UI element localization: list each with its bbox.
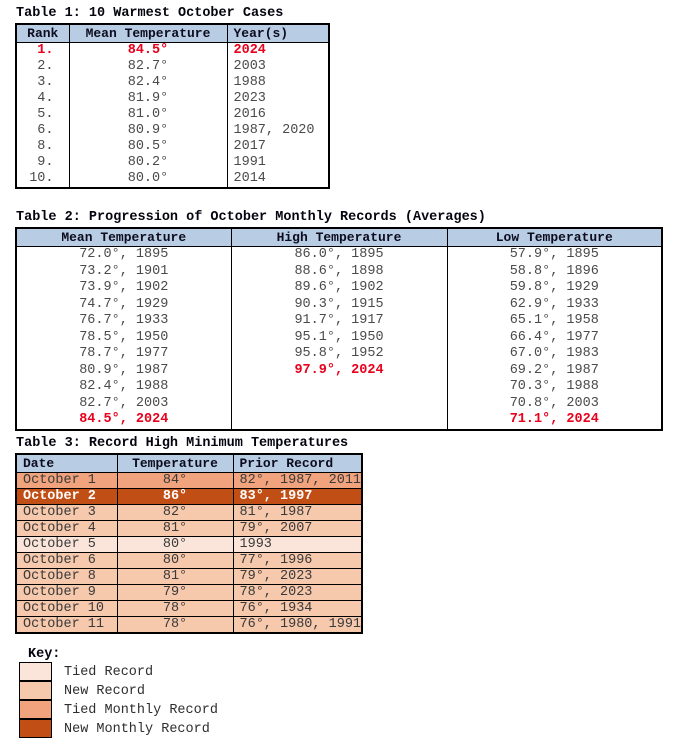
table-row (16, 91, 329, 107)
column-header: High Temperature (231, 228, 447, 247)
column-header: Low Temperature (447, 228, 662, 247)
color-key (19, 663, 674, 739)
table-row (16, 247, 662, 264)
low-temperature-cell: 71.1°, 2024 (447, 412, 662, 430)
table-row (16, 363, 662, 380)
mean-temperature-cell: 78.7°, 1977 (16, 346, 231, 363)
table-row (16, 616, 362, 633)
prior-record-cell: 81°, 1987 (233, 504, 362, 520)
table-row (16, 346, 662, 363)
table2-header (16, 228, 662, 247)
table-row (16, 568, 362, 584)
date-cell: October 8 (16, 568, 117, 584)
column-header: Date (16, 454, 117, 473)
low-temperature-cell: 65.1°, 1958 (447, 313, 662, 330)
low-temperature-cell: 57.9°, 1895 (447, 247, 662, 264)
rank-cell: 8. (16, 139, 69, 155)
key-item (19, 720, 674, 739)
years-cell: 1987, 2020 (227, 123, 329, 139)
temperature-cell: 80° (117, 536, 233, 552)
years-cell: 1988 (227, 75, 329, 91)
warmest-october-table (15, 23, 330, 189)
date-cell: October 10 (16, 600, 117, 616)
table-row (16, 504, 362, 520)
mean-temperature-cell: 82.4°, 1988 (16, 379, 231, 396)
table-row (16, 536, 362, 552)
table-row (16, 313, 662, 330)
low-temperature-cell: 67.0°, 1983 (447, 346, 662, 363)
low-temperature-cell: 70.3°, 1988 (447, 379, 662, 396)
table-row (16, 139, 329, 155)
mean-temperature-cell: 82.7° (69, 59, 227, 75)
table1-header (16, 24, 329, 43)
temperature-cell: 79° (117, 584, 233, 600)
column-header: Year(s) (227, 24, 329, 43)
date-cell: October 5 (16, 536, 117, 552)
rank-cell: 1. (16, 43, 69, 60)
prior-record-cell: 79°, 2007 (233, 520, 362, 536)
mean-temperature-cell: 82.4° (69, 75, 227, 91)
key-item-label: New Monthly Record (64, 721, 210, 737)
table-row (16, 107, 329, 123)
table-row (16, 75, 329, 91)
table-row (16, 412, 662, 430)
table-row (16, 552, 362, 568)
table-row (16, 488, 362, 504)
low-temperature-cell: 59.8°, 1929 (447, 280, 662, 297)
table-row (16, 280, 662, 297)
mean-temperature-cell: 80.9°, 1987 (16, 363, 231, 380)
date-cell: October 11 (16, 616, 117, 633)
years-cell: 2017 (227, 139, 329, 155)
column-header: Mean Temperature (16, 228, 231, 247)
years-cell: 2024 (227, 43, 329, 60)
key-title: Key: (28, 646, 61, 662)
table2-body (16, 247, 662, 430)
high-temperature-cell (231, 412, 447, 430)
high-temperature-cell: 86.0°, 1895 (231, 247, 447, 264)
key-color-swatch (19, 662, 52, 681)
high-temperature-cell: 95.8°, 1952 (231, 346, 447, 363)
mean-temperature-cell: 82.7°, 2003 (16, 396, 231, 413)
low-temperature-cell: 70.8°, 2003 (447, 396, 662, 413)
rank-cell: 4. (16, 91, 69, 107)
key-item (19, 663, 674, 682)
table-row (16, 472, 362, 488)
prior-record-cell: 77°, 1996 (233, 552, 362, 568)
column-header: Prior Record (233, 454, 362, 473)
table-row (16, 123, 329, 139)
key-color-swatch (19, 681, 52, 700)
table2-title: Table 2: Progression of October Monthly Records (Averages) (16, 210, 486, 225)
date-cell: October 6 (16, 552, 117, 568)
rank-cell: 10. (16, 171, 69, 188)
key-item-label: New Record (64, 683, 146, 699)
prior-record-cell: 83°, 1997 (233, 488, 362, 504)
years-cell: 2023 (227, 91, 329, 107)
years-cell: 2003 (227, 59, 329, 75)
mean-temperature-cell: 80.9° (69, 123, 227, 139)
column-header: Mean Temperature (69, 24, 227, 43)
temperature-cell: 78° (117, 616, 233, 633)
key-item (19, 682, 674, 701)
mean-temperature-cell: 80.0° (69, 171, 227, 188)
temperature-cell: 80° (117, 552, 233, 568)
prior-record-cell: 78°, 2023 (233, 584, 362, 600)
date-cell: October 9 (16, 584, 117, 600)
mean-temperature-cell: 72.0°, 1895 (16, 247, 231, 264)
years-cell: 2016 (227, 107, 329, 123)
low-temperature-cell: 58.8°, 1896 (447, 264, 662, 281)
table-row (16, 59, 329, 75)
table3-body (16, 472, 362, 633)
table-row (16, 297, 662, 314)
temperature-cell: 84° (117, 472, 233, 488)
temperature-cell: 78° (117, 600, 233, 616)
key-color-swatch (19, 700, 52, 719)
table-row (16, 171, 329, 188)
prior-record-cell: 82°, 1987, 2011 (233, 472, 362, 488)
high-temperature-cell (231, 396, 447, 413)
prior-record-cell: 79°, 2023 (233, 568, 362, 584)
high-temperature-cell: 90.3°, 1915 (231, 297, 447, 314)
years-cell: 1991 (227, 155, 329, 171)
header-row (16, 228, 662, 247)
mean-temperature-cell: 80.5° (69, 139, 227, 155)
rank-cell: 3. (16, 75, 69, 91)
high-temperature-cell: 89.6°, 1902 (231, 280, 447, 297)
key-item (19, 701, 674, 720)
high-temperature-cell: 97.9°, 2024 (231, 363, 447, 380)
mean-temperature-cell: 81.9° (69, 91, 227, 107)
table-row (16, 379, 662, 396)
mean-temperature-cell: 78.5°, 1950 (16, 330, 231, 347)
table-row (16, 155, 329, 171)
low-temperature-cell: 69.2°, 1987 (447, 363, 662, 380)
low-temperature-cell: 62.9°, 1933 (447, 297, 662, 314)
key-item-label: Tied Record (64, 664, 154, 680)
monthly-records-progression-table (15, 227, 663, 431)
header-row (16, 454, 362, 473)
rank-cell: 5. (16, 107, 69, 123)
table-row (16, 584, 362, 600)
mean-temperature-cell: 81.0° (69, 107, 227, 123)
mean-temperature-cell: 73.2°, 1901 (16, 264, 231, 281)
table-row (16, 520, 362, 536)
temperature-cell: 81° (117, 520, 233, 536)
rank-cell: 6. (16, 123, 69, 139)
date-cell: October 1 (16, 472, 117, 488)
table1-title: Table 1: 10 Warmest October Cases (16, 6, 284, 21)
record-high-minimum-table (15, 453, 363, 634)
high-temperature-cell: 91.7°, 1917 (231, 313, 447, 330)
high-temperature-cell (231, 379, 447, 396)
temperature-cell: 82° (117, 504, 233, 520)
date-cell: October 2 (16, 488, 117, 504)
high-temperature-cell: 88.6°, 1898 (231, 264, 447, 281)
table-row (16, 264, 662, 281)
date-cell: October 4 (16, 520, 117, 536)
prior-record-cell: 76°, 1934 (233, 600, 362, 616)
prior-record-cell: 1993 (233, 536, 362, 552)
column-header: Temperature (117, 454, 233, 473)
table-row (16, 330, 662, 347)
mean-temperature-cell: 84.5° (69, 43, 227, 60)
mean-temperature-cell: 84.5°, 2024 (16, 412, 231, 430)
header-row (16, 24, 329, 43)
table-row (16, 43, 329, 60)
key-item-label: Tied Monthly Record (64, 702, 218, 718)
table3-header (16, 454, 362, 473)
table3-title: Table 3: Record High Minimum Temperatures (16, 435, 349, 451)
rank-cell: 9. (16, 155, 69, 171)
key-color-swatch (19, 719, 52, 738)
low-temperature-cell: 66.4°, 1977 (447, 330, 662, 347)
column-header: Rank (16, 24, 69, 43)
prior-record-cell: 76°, 1980, 1991 (233, 616, 362, 633)
years-cell: 2014 (227, 171, 329, 188)
mean-temperature-cell: 74.7°, 1929 (16, 297, 231, 314)
date-cell: October 3 (16, 504, 117, 520)
mean-temperature-cell: 76.7°, 1933 (16, 313, 231, 330)
table-row (16, 600, 362, 616)
table-row (16, 396, 662, 413)
temperature-cell: 86° (117, 488, 233, 504)
mean-temperature-cell: 73.9°, 1902 (16, 280, 231, 297)
high-temperature-cell: 95.1°, 1950 (231, 330, 447, 347)
temperature-cell: 81° (117, 568, 233, 584)
mean-temperature-cell: 80.2° (69, 155, 227, 171)
table1-body (16, 43, 329, 189)
rank-cell: 2. (16, 59, 69, 75)
